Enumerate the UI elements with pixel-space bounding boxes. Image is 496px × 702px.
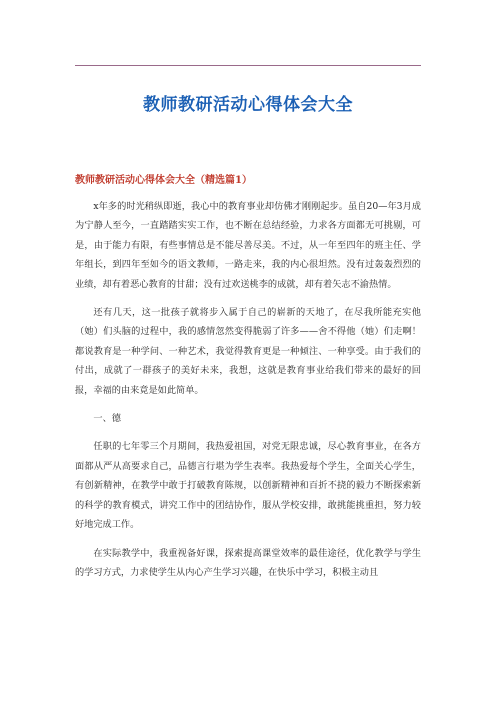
paragraph: 还有几天，这一批孩子就将步入属于自己的崭新的天地了，在尽我所能充实他（她）们头脑的过程中，我的感情忽然变得脆弱了许多——舍不得他（她）们走啊！都说教育是一种学问、一种艺术，我觉得教育更是一种倾注、一种享受。由于我们的付出，成就了一群孩子的美好未来，我想，这就是教育事业给我们带来的最好的回报，幸福的由来竟是如此简单。 [75, 307, 421, 396]
paragraph: x年多的时光稍纵即逝，我心中的教育事业却仿佛才刚刚起步。虽自20—年3月成为宁静人至今，一直踏踏实实工作，也不断在总结经验，力求各方面都无可挑剔，可是，由于能力有限，有些事情总是不能尽善尽美。不过，从一年至四年的班主任、学年组长，到四年至如今的语文教师，一路走来，我的内心很坦然。没有过轰轰烈烈的业绩，却有着恶心教育的甘甜；没有过欢送桃李的成就，却有着矢志不渝热情。 [75, 201, 421, 290]
paragraph: 任职的七年零三个月期间，我热爱祖国，对党无限忠诚，尽心教育事业，在各方面都从严从高要求自己，品德言行堪为学生表率。我热爱每个学生，全面关心学生，有创新精神，在教学中敢于打破教育陈规，以创新精神和百折不挠的毅力不断探索新的科学的教育模式，讲究工作中的团结协作，服从学校安排，敢挑能挑重担，努力较好地完成工作。 [75, 441, 421, 531]
paragraph: 在实际教学中，我重视备好课，探索提高课堂效率的最佳途径，优化教学与学生的学习方式，力求使学生从内心产生学习兴趣，在快乐中学习，积极主动且 [75, 547, 421, 578]
document-body [75, 197, 421, 591]
section-heading: 一、德 [93, 413, 121, 425]
header-divider [75, 65, 421, 66]
document-title: 教师教研活动心得体会大全 [143, 95, 353, 115]
section-subtitle: 教师教研活动心得体会大全（精选篇1） [75, 175, 252, 186]
